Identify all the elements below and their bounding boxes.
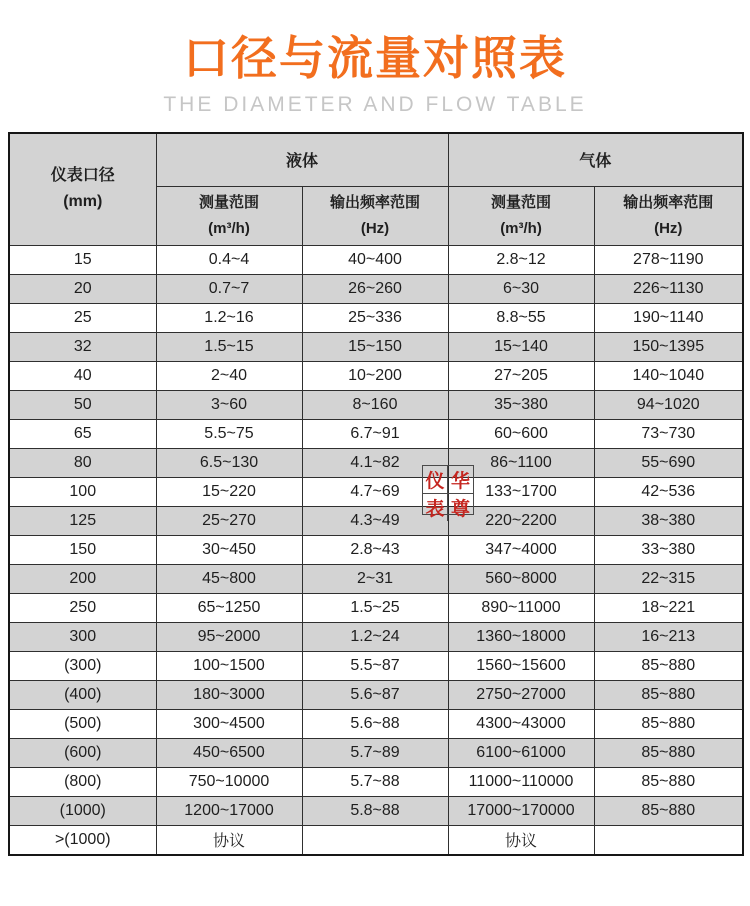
value-cell: 2~40 bbox=[156, 361, 302, 390]
table-row bbox=[9, 796, 743, 825]
value-cell: 6.5~130 bbox=[156, 448, 302, 477]
diameter-cell: 125 bbox=[9, 506, 156, 535]
table-row bbox=[9, 274, 743, 303]
value-cell: 6~30 bbox=[448, 274, 594, 303]
value-cell: 5.5~87 bbox=[302, 651, 448, 680]
value-cell: 30~450 bbox=[156, 535, 302, 564]
col-header-liquid: 液体 bbox=[156, 133, 448, 187]
col-header-diameter bbox=[9, 133, 156, 246]
value-cell: 18~221 bbox=[594, 593, 743, 622]
value-cell: 86~1100 bbox=[448, 448, 594, 477]
value-cell: 4.1~82 bbox=[302, 448, 448, 477]
range-label: 测量范围 bbox=[198, 193, 259, 211]
diameter-cell: (1000) bbox=[9, 796, 156, 825]
diameter-cell: (300) bbox=[9, 651, 156, 680]
value-cell: 2.8~12 bbox=[448, 245, 594, 274]
value-cell: 85~880 bbox=[594, 651, 743, 680]
table-row bbox=[9, 390, 743, 419]
value-cell: 1560~15600 bbox=[448, 651, 594, 680]
value-cell: 1.5~15 bbox=[156, 332, 302, 361]
diameter-cell: 300 bbox=[9, 622, 156, 651]
value-cell: 协议 bbox=[156, 825, 302, 855]
table-row bbox=[9, 738, 743, 767]
diameter-flow-table bbox=[8, 132, 744, 856]
diameter-cell: (600) bbox=[9, 738, 156, 767]
value-cell: 100~1500 bbox=[156, 651, 302, 680]
value-cell: 45~800 bbox=[156, 564, 302, 593]
diameter-cell: 32 bbox=[9, 332, 156, 361]
table-row bbox=[9, 506, 743, 535]
value-cell: 65~1250 bbox=[156, 593, 302, 622]
col-header-diameter-label: 仪表口径 bbox=[50, 167, 115, 185]
value-cell: 15~150 bbox=[302, 332, 448, 361]
table-row bbox=[9, 477, 743, 506]
page-subtitle: THE DIAMETER AND FLOW TABLE bbox=[163, 92, 587, 116]
value-cell: 17000~170000 bbox=[448, 796, 594, 825]
diameter-cell: 25 bbox=[9, 303, 156, 332]
diameter-cell: (400) bbox=[9, 680, 156, 709]
value-cell: 85~880 bbox=[594, 796, 743, 825]
value-cell: 40~400 bbox=[302, 245, 448, 274]
value-cell: 3~60 bbox=[156, 390, 302, 419]
table-row bbox=[9, 767, 743, 796]
table-body bbox=[9, 245, 743, 855]
table-row bbox=[9, 825, 743, 855]
table-row bbox=[9, 535, 743, 564]
value-cell: 1.2~24 bbox=[302, 622, 448, 651]
table-row bbox=[9, 419, 743, 448]
value-cell: 750~10000 bbox=[156, 767, 302, 796]
table-row bbox=[9, 651, 743, 680]
range-unit: (m³/h) bbox=[500, 219, 542, 237]
value-cell: 560~8000 bbox=[448, 564, 594, 593]
value-cell: 4300~43000 bbox=[448, 709, 594, 738]
diameter-cell: 80 bbox=[9, 448, 156, 477]
value-cell: 73~730 bbox=[594, 419, 743, 448]
page-title: 口径与流量对照表 bbox=[183, 32, 567, 84]
value-cell: 42~536 bbox=[594, 477, 743, 506]
value-cell: 5.6~87 bbox=[302, 680, 448, 709]
value-cell: 27~205 bbox=[448, 361, 594, 390]
value-cell: 220~2200 bbox=[448, 506, 594, 535]
value-cell: 85~880 bbox=[594, 680, 743, 709]
value-cell: 347~4000 bbox=[448, 535, 594, 564]
value-cell bbox=[302, 825, 448, 855]
value-cell: 94~1020 bbox=[594, 390, 743, 419]
value-cell: 10~200 bbox=[302, 361, 448, 390]
value-cell: 6.7~91 bbox=[302, 419, 448, 448]
value-cell: 5.7~88 bbox=[302, 767, 448, 796]
diameter-cell: 250 bbox=[9, 593, 156, 622]
diameter-cell: 40 bbox=[9, 361, 156, 390]
value-cell: 95~2000 bbox=[156, 622, 302, 651]
freq-unit: (Hz) bbox=[360, 219, 390, 237]
diameter-cell: (500) bbox=[9, 709, 156, 738]
value-cell: 33~380 bbox=[594, 535, 743, 564]
value-cell: 55~690 bbox=[594, 448, 743, 477]
value-cell: 协议 bbox=[448, 825, 594, 855]
value-cell: 450~6500 bbox=[156, 738, 302, 767]
value-cell: 1200~17000 bbox=[156, 796, 302, 825]
table-row bbox=[9, 680, 743, 709]
watermark-char: 仪 bbox=[423, 466, 448, 494]
table-row bbox=[9, 361, 743, 390]
freq-label: 输出频率范围 bbox=[623, 193, 714, 211]
value-cell: 4.7~69 bbox=[302, 477, 448, 506]
table-row bbox=[9, 245, 743, 274]
value-cell: 5.6~88 bbox=[302, 709, 448, 738]
value-cell: 278~1190 bbox=[594, 245, 743, 274]
diameter-cell: 20 bbox=[9, 274, 156, 303]
table-row bbox=[9, 564, 743, 593]
value-cell: 0.7~7 bbox=[156, 274, 302, 303]
value-cell: 85~880 bbox=[594, 709, 743, 738]
value-cell: 5.7~89 bbox=[302, 738, 448, 767]
value-cell: 180~3000 bbox=[156, 680, 302, 709]
col-header-liquid-frequency bbox=[302, 186, 448, 245]
diameter-cell: 200 bbox=[9, 564, 156, 593]
value-cell: 15~140 bbox=[448, 332, 594, 361]
value-cell: 133~1700 bbox=[448, 477, 594, 506]
watermark-char: 表 bbox=[423, 494, 448, 521]
value-cell: 25~270 bbox=[156, 506, 302, 535]
col-header-gas-frequency bbox=[594, 186, 743, 245]
value-cell: 16~213 bbox=[594, 622, 743, 651]
value-cell: 190~1140 bbox=[594, 303, 743, 332]
value-cell: 25~336 bbox=[302, 303, 448, 332]
value-cell: 26~260 bbox=[302, 274, 448, 303]
value-cell: 6100~61000 bbox=[448, 738, 594, 767]
value-cell: 2~31 bbox=[302, 564, 448, 593]
value-cell: 85~880 bbox=[594, 767, 743, 796]
value-cell: 35~380 bbox=[448, 390, 594, 419]
value-cell: 4.3~49 bbox=[302, 506, 448, 535]
table-row bbox=[9, 448, 743, 477]
diameter-cell: 15 bbox=[9, 245, 156, 274]
brand-watermark bbox=[422, 465, 474, 520]
watermark-char: 华 bbox=[448, 466, 473, 494]
value-cell: 22~315 bbox=[594, 564, 743, 593]
table-row bbox=[9, 593, 743, 622]
diameter-cell: 150 bbox=[9, 535, 156, 564]
diameter-cell: 100 bbox=[9, 477, 156, 506]
value-cell: 38~380 bbox=[594, 506, 743, 535]
table-header-row-top bbox=[9, 133, 743, 187]
value-cell: 8.8~55 bbox=[448, 303, 594, 332]
diameter-cell: >(1000) bbox=[9, 825, 156, 855]
value-cell: 5.5~75 bbox=[156, 419, 302, 448]
freq-unit: (Hz) bbox=[654, 219, 683, 237]
table-row bbox=[9, 709, 743, 738]
col-header-gas-range bbox=[448, 186, 594, 245]
value-cell: 8~160 bbox=[302, 390, 448, 419]
value-cell: 60~600 bbox=[448, 419, 594, 448]
value-cell: 1.2~16 bbox=[156, 303, 302, 332]
diameter-cell: (800) bbox=[9, 767, 156, 796]
value-cell: 150~1395 bbox=[594, 332, 743, 361]
value-cell: 890~11000 bbox=[448, 593, 594, 622]
table-row bbox=[9, 332, 743, 361]
value-cell bbox=[594, 825, 743, 855]
col-header-liquid-range bbox=[156, 186, 302, 245]
range-label: 测量范围 bbox=[491, 193, 552, 211]
value-cell: 5.8~88 bbox=[302, 796, 448, 825]
value-cell: 0.4~4 bbox=[156, 245, 302, 274]
value-cell: 2.8~43 bbox=[302, 535, 448, 564]
value-cell: 140~1040 bbox=[594, 361, 743, 390]
watermark-char: 尊 bbox=[450, 499, 470, 520]
value-cell: 2750~27000 bbox=[448, 680, 594, 709]
value-cell: 11000~110000 bbox=[448, 767, 594, 796]
diameter-cell: 65 bbox=[9, 419, 156, 448]
range-unit: (m³/h) bbox=[208, 219, 250, 237]
value-cell: 300~4500 bbox=[156, 709, 302, 738]
col-header-diameter-unit: (mm) bbox=[63, 193, 103, 211]
diameter-cell: 50 bbox=[9, 390, 156, 419]
value-cell: 85~880 bbox=[594, 738, 743, 767]
freq-label: 输出频率范围 bbox=[330, 193, 421, 211]
col-header-gas: 气体 bbox=[448, 133, 743, 187]
table-row bbox=[9, 622, 743, 651]
value-cell: 1.5~25 bbox=[302, 593, 448, 622]
value-cell: 1360~18000 bbox=[448, 622, 594, 651]
value-cell: 15~220 bbox=[156, 477, 302, 506]
value-cell: 226~1130 bbox=[594, 274, 743, 303]
table-row bbox=[9, 303, 743, 332]
